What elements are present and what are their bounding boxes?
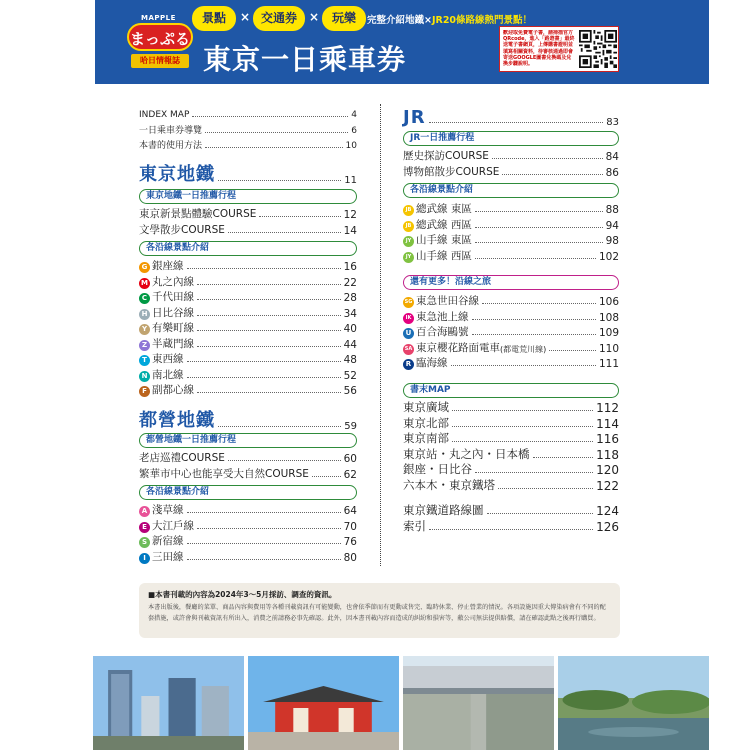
toc-entry[interactable]: JB 總武線 西區 94 — [403, 216, 619, 232]
book-title: 東京一日乘車券 — [203, 43, 407, 76]
line-badge-icon: H — [139, 309, 150, 320]
line-badge-icon: SA — [403, 344, 414, 355]
line-badge-icon: R — [403, 359, 414, 370]
mapple-logo — [127, 14, 193, 72]
notice-body: 本書出版後，餐廳的菜單、商品內容與費用等各種刊載資訊有可能變動，也會依季節而有更動或售完、臨時休業、停止營業的情況。各項設施因重大傳染病會有不同的配套措施，或許會與刊載資訊有所出入，消費之前請務必事先確認。此外，因本書刊載內容而造成的糾紛和損害等，敝公司無法提供賠償，請在確認此點之後再行購買。 — [148, 604, 606, 622]
toc-entry[interactable]: 東京站・丸之內・日本橋 118 — [403, 446, 619, 462]
toc-entry[interactable]: 東京廣域 112 — [403, 400, 619, 415]
line-badge-icon: C — [139, 293, 150, 304]
logo-brand-label: MAPPLE — [141, 14, 176, 22]
photo-shrine — [248, 656, 399, 750]
toc-entry[interactable]: S 新宿線 76 — [139, 532, 357, 548]
toc-entry[interactable]: JY 山手線 東區 98 — [403, 231, 619, 247]
toc-entry[interactable]: SA 東京櫻花路面電車 (都電荒川線) 110 — [404, 341, 619, 355]
toc-entry[interactable]: 東京新景點體驗COURSE 12 — [139, 208, 357, 221]
toc-entry[interactable]: G 銀座線 16 — [139, 257, 357, 273]
pill-separator: × — [240, 10, 251, 24]
line-badge-icon: Z — [139, 340, 150, 351]
line-badge-icon: JY — [403, 252, 414, 263]
line-badge-icon: F — [139, 386, 150, 397]
toc-entry[interactable]: I 三田線 80 — [139, 548, 357, 564]
toc-entry[interactable]: 索引 126 — [403, 518, 619, 534]
toc-entry[interactable]: A 淺草線 64 — [139, 501, 357, 517]
toc-entry[interactable]: T 東西線 48 — [139, 350, 357, 366]
subheader-more-lines: 還有更多！沿線之旅 — [403, 275, 619, 290]
header-tagline — [367, 12, 532, 26]
toc-entry-subtitle: (都電荒川線) — [500, 344, 547, 354]
toc-entry[interactable]: N 南北線 52 — [139, 366, 357, 382]
toc-entry[interactable]: C 千代田線 28 — [139, 288, 357, 304]
toc-entry[interactable]: INDEX MAP 4 — [139, 110, 357, 120]
ebook-qr-panel — [499, 26, 619, 72]
toc-entry[interactable]: E 大江戶線 70 — [139, 517, 357, 533]
tagline-highlight: JR20條路線熱門景點！ — [431, 15, 533, 26]
line-badge-icon: IK — [403, 313, 414, 324]
subheader-toei-courses: 都營地鐵一日推薦行程 — [139, 433, 357, 448]
column-divider — [380, 104, 381, 566]
subheader-metro-courses: 東京地鐵一日推薦行程 — [139, 189, 357, 204]
toc-entry[interactable]: SG 東急世田谷線 106 — [404, 295, 619, 308]
subheader-metro-lines: 各沿線景點介紹 — [139, 241, 357, 256]
toc-entry[interactable]: F 副都心線 56 — [139, 381, 357, 397]
logo-subtitle: 哈日情報誌 — [131, 54, 189, 68]
toc-entry[interactable]: 博物館散步COURSE 86 — [403, 166, 619, 179]
toc-entry[interactable]: R 臨海線 111 — [403, 354, 619, 370]
toc-entry[interactable]: IK 東急池上線 108 — [403, 308, 619, 324]
subheader-book-maps: 書末MAP — [403, 383, 619, 398]
toc-entry[interactable]: H 日比谷線 34 — [139, 304, 357, 320]
notice-title: ■本書刊載的內容為2024年3～5月採訪、調查的資訊。 — [148, 590, 337, 599]
toc-entry[interactable]: Z 半蔵門線 44 — [139, 335, 357, 351]
photo-street-bridge — [403, 656, 554, 750]
subheader-jr-lines: 各沿線景點介紹 — [403, 183, 619, 198]
line-badge-icon: Y — [139, 324, 150, 335]
toc-entry[interactable]: JY 山手線 西區 102 — [403, 247, 619, 263]
line-badge-icon: JB — [403, 205, 414, 216]
toc-entry[interactable]: 文學散步COURSE 14 — [139, 224, 357, 237]
pill-spots: 景點 — [192, 6, 236, 31]
qr-instructions: 歡迎取免費電子書，請掃描官方QRcode，進入「路遊書」最終送電子書網頁，上傳購書證明並填寫相關資料，待審核通過即會寄送GOOGLE圖書兌換碼及兌換步驟說明。 — [503, 30, 575, 68]
toc-entry[interactable]: 六本木・東京鐵塔 122 — [403, 477, 619, 493]
tagline-prefix: 完整介紹地鐵× — [367, 15, 432, 26]
toc-entry[interactable]: JB 總武線 東區 88 — [403, 200, 619, 216]
line-badge-icon: U — [403, 328, 414, 339]
toc-entry[interactable]: 繁華市中心也能享受大自然COURSE 62 — [139, 468, 357, 481]
toc-entry[interactable]: M 丸之內線 22 — [139, 273, 357, 289]
subheader-toei-lines: 各沿線景點介紹 — [139, 485, 357, 500]
pill-separator: × — [309, 10, 320, 24]
toc-entry[interactable]: 東京鐵道路線圖 124 — [403, 503, 619, 518]
line-badge-icon: E — [139, 522, 150, 533]
toc-entry[interactable]: 東京南部 116 — [403, 431, 619, 446]
qr-code-icon[interactable] — [579, 30, 617, 68]
subheader-jr-courses: JR一日推薦行程 — [403, 131, 619, 146]
toc-entry[interactable]: 銀座・日比谷 120 — [403, 462, 619, 477]
pill-passes: 交通券 — [253, 6, 305, 31]
cover-header — [95, 0, 709, 84]
line-badge-icon: SG — [403, 297, 414, 308]
toc-entry[interactable]: 東京北部 114 — [403, 415, 619, 431]
toc-entry[interactable]: 老店巡禮COURSE 60 — [139, 452, 357, 465]
line-badge-icon: A — [139, 506, 150, 517]
photo-strip — [93, 656, 709, 750]
section-title-toei[interactable]: 都營地鐵 59 — [139, 410, 357, 432]
line-badge-icon: JB — [403, 221, 414, 232]
line-badge-icon: JY — [403, 236, 414, 247]
toc-entry[interactable]: Y 有樂町線 40 — [139, 319, 357, 335]
line-badge-icon: M — [139, 278, 150, 289]
section-title-jr[interactable]: JR 83 — [403, 107, 619, 128]
disclaimer-notice — [139, 583, 620, 638]
toc-entry[interactable]: 本書的使用方法 10 — [139, 141, 357, 151]
line-badge-icon: I — [139, 553, 150, 564]
photo-skyscrapers — [93, 656, 244, 750]
section-title-tokyo-metro[interactable]: 東京地鐵 11 — [139, 164, 357, 186]
line-badge-icon: S — [139, 537, 150, 548]
line-badge-icon: N — [139, 371, 150, 382]
toc-entry[interactable]: U 百合海鷗號 109 — [403, 323, 619, 339]
line-badge-icon: T — [139, 355, 150, 366]
logo-wordmark: まっぷる — [127, 23, 193, 51]
photo-garden — [558, 656, 709, 750]
pill-fun: 玩樂 — [322, 6, 366, 31]
toc-entry[interactable]: 一日乘車券導覽 6 — [139, 126, 357, 136]
toc-entry[interactable]: 歷史探訪COURSE 84 — [403, 150, 619, 163]
line-badge-icon: G — [139, 262, 150, 273]
